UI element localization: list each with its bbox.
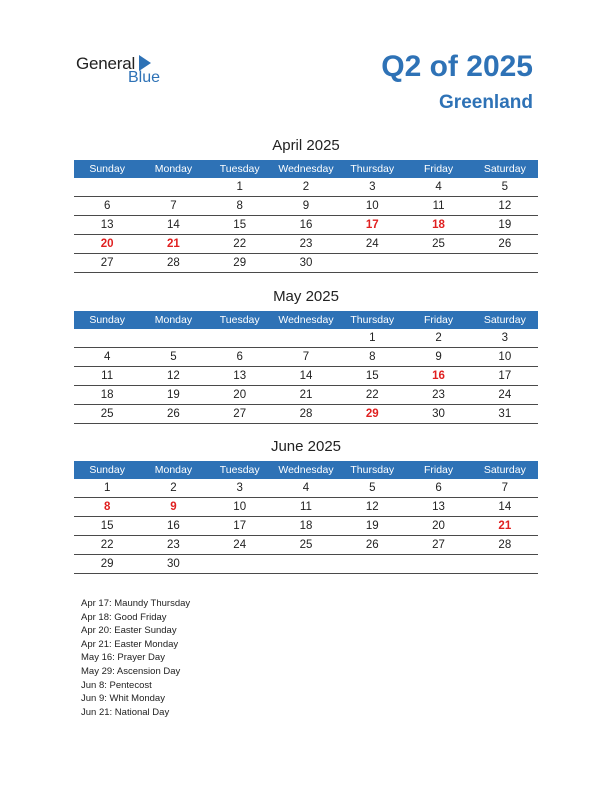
day-cell: 8	[369, 351, 376, 363]
day-cell: 6	[103, 200, 111, 212]
day-cell: 28	[167, 257, 180, 269]
day-cell: 11	[101, 370, 114, 382]
day-cell: 15	[365, 370, 379, 382]
day-cell: 29	[233, 257, 247, 269]
day-cell: 22	[365, 389, 379, 401]
day-cell: 2	[302, 181, 310, 193]
day-cell: 20	[233, 389, 247, 401]
weekday-label: Wednesday	[278, 314, 334, 326]
day-cell: 11	[300, 501, 312, 513]
day-cell: 8	[103, 501, 111, 513]
day-cell: 1	[103, 482, 111, 494]
day-cell: 25	[100, 408, 114, 420]
weekday-label: Thursday	[350, 464, 395, 476]
day-cell: 14	[498, 501, 512, 513]
day-cell: 19	[365, 520, 379, 532]
weekday-header	[74, 160, 538, 178]
holiday-item: Jun 8: Pentecost	[81, 679, 152, 691]
day-cell: 27	[100, 257, 114, 269]
week-row	[74, 367, 538, 386]
day-cell	[273, 555, 339, 573]
day-cell: 27	[432, 539, 445, 551]
day-cell	[405, 555, 471, 573]
day-cell: 14	[167, 219, 180, 231]
day-cell	[472, 555, 538, 573]
day-cell	[207, 329, 273, 347]
day-cell: 28	[498, 539, 512, 551]
day-cell: 30	[299, 257, 313, 269]
day-cell: 11	[432, 200, 445, 212]
day-cell: 18	[432, 219, 445, 231]
country-name: Greenland	[439, 92, 533, 113]
week-row	[74, 178, 538, 197]
day-cell: 7	[501, 482, 509, 494]
week-row	[74, 254, 538, 273]
week-row	[74, 517, 538, 536]
weekday-label: Friday	[423, 314, 454, 326]
weekday-label: Monday	[154, 464, 193, 476]
logo-general-text: General	[76, 54, 136, 73]
week-row	[74, 216, 538, 235]
weekday-label: Saturday	[483, 464, 526, 476]
day-cell	[273, 329, 339, 347]
day-cell: 16	[299, 219, 313, 231]
weekday-label: Friday	[423, 163, 454, 175]
day-cell: 10	[365, 200, 379, 212]
day-cell: 9	[302, 200, 310, 212]
day-cell: 23	[432, 389, 445, 401]
weekday-label: Wednesday	[278, 464, 334, 476]
day-cell	[74, 178, 140, 196]
month-title: June 2025	[270, 438, 342, 455]
weekday-label: Sunday	[89, 464, 125, 476]
weekday-label: Thursday	[350, 314, 395, 326]
day-cell: 14	[299, 370, 313, 382]
day-cell: 24	[365, 238, 379, 250]
day-cell: 20	[100, 238, 114, 250]
day-cell: 13	[233, 370, 247, 382]
holiday-item: Apr 17: Maundy Thursday	[81, 598, 191, 609]
day-cell: 15	[100, 520, 114, 532]
holiday-item: Jun 21: National Day	[81, 706, 170, 718]
day-cell: 2	[435, 332, 442, 344]
day-cell: 12	[365, 501, 379, 513]
day-cell: 23	[299, 238, 313, 250]
day-cell	[339, 254, 405, 272]
day-cell: 30	[432, 408, 445, 420]
day-cell: 12	[498, 200, 512, 212]
week-row	[74, 498, 538, 517]
week-row	[74, 386, 538, 405]
day-cell: 17	[233, 520, 247, 532]
day-cell: 19	[167, 389, 180, 401]
day-cell: 17	[498, 370, 512, 382]
holiday-item: Apr 21: Easter Monday	[81, 638, 179, 650]
day-cell: 30	[167, 558, 180, 570]
day-cell: 26	[498, 238, 512, 250]
week-row	[74, 235, 538, 254]
holiday-list	[81, 597, 190, 719]
holiday-item: Apr 20: Easter Sunday	[81, 625, 177, 637]
day-cell: 5	[501, 181, 509, 193]
day-cell: 28	[299, 408, 313, 420]
day-cell: 7	[170, 200, 177, 212]
day-cell: 13	[100, 219, 114, 231]
day-cell	[74, 329, 140, 347]
day-cell	[405, 254, 471, 272]
day-cell: 22	[100, 539, 114, 551]
weekday-label: Sunday	[89, 314, 125, 326]
day-cell: 18	[100, 389, 114, 401]
day-cell	[472, 254, 538, 272]
weekday-label: Tuesday	[219, 163, 260, 175]
day-cell: 25	[299, 539, 313, 551]
day-cell: 27	[233, 408, 247, 420]
logo-blue-text: Blue	[128, 69, 161, 86]
weekday-label: Wednesday	[278, 163, 334, 175]
week-row	[74, 536, 538, 555]
day-cell: 4	[302, 482, 310, 494]
day-cell: 3	[369, 181, 376, 193]
weekday-label: Friday	[423, 464, 454, 476]
day-cell: 9	[435, 351, 442, 363]
day-cell: 9	[170, 501, 177, 513]
month-calendar	[74, 437, 538, 574]
day-cell: 10	[233, 501, 247, 513]
day-cell	[339, 555, 405, 573]
day-cell: 1	[369, 332, 376, 344]
holiday-item: May 29: Ascension Day	[81, 665, 181, 677]
day-cell: 17	[365, 219, 379, 231]
weekday-label: Monday	[154, 163, 193, 175]
weekday-label: Sunday	[89, 163, 125, 175]
weekday-label: Saturday	[483, 314, 526, 326]
day-cell: 7	[302, 351, 310, 363]
day-cell: 10	[498, 351, 512, 363]
day-cell: 24	[233, 539, 247, 551]
day-cell: 4	[103, 351, 111, 363]
holiday-item: Apr 18: Good Friday	[81, 611, 167, 623]
day-cell: 26	[167, 408, 180, 420]
day-cell: 6	[435, 482, 442, 494]
day-cell	[140, 178, 206, 196]
week-row	[74, 197, 538, 216]
day-cell: 2	[170, 482, 177, 494]
weekday-label: Tuesday	[219, 464, 260, 476]
page-title: Q2 of 2025	[381, 50, 533, 83]
week-row	[74, 348, 538, 367]
weekday-label: Tuesday	[219, 314, 260, 326]
day-cell: 29	[365, 408, 379, 420]
day-cell: 1	[236, 181, 243, 193]
day-cell: 16	[167, 520, 180, 532]
week-row	[74, 329, 538, 348]
day-cell: 6	[236, 351, 243, 363]
day-cell: 8	[236, 200, 243, 212]
day-cell: 3	[501, 332, 509, 344]
month-calendar	[74, 136, 538, 273]
day-cell: 19	[498, 219, 512, 231]
day-cell: 20	[432, 520, 445, 532]
day-cell: 13	[432, 501, 445, 513]
logo	[76, 54, 186, 88]
weekday-header	[74, 311, 538, 329]
holiday-item: Jun 9: Whit Monday	[81, 693, 165, 705]
month-title: May 2025	[273, 288, 339, 305]
weekday-label: Thursday	[350, 163, 395, 175]
day-cell: 15	[233, 219, 247, 231]
weekday-label: Monday	[154, 314, 193, 326]
month-calendar	[74, 287, 538, 424]
day-cell: 21	[498, 520, 512, 532]
weekday-label: Saturday	[483, 163, 526, 175]
day-cell: 22	[233, 238, 247, 250]
day-cell	[207, 555, 273, 573]
day-cell: 4	[435, 181, 442, 193]
day-cell: 26	[365, 539, 379, 551]
day-cell: 16	[432, 370, 445, 382]
day-cell: 21	[167, 238, 180, 250]
day-cell: 5	[369, 482, 376, 494]
month-title: April 2025	[272, 137, 340, 154]
holiday-item: May 16: Prayer Day	[81, 652, 165, 664]
day-cell: 24	[498, 389, 512, 401]
day-cell: 12	[167, 370, 180, 382]
day-cell: 25	[432, 238, 445, 250]
week-row	[74, 479, 538, 498]
day-cell: 31	[498, 408, 512, 420]
day-cell: 5	[170, 351, 177, 363]
day-cell: 18	[299, 520, 313, 532]
weekday-header	[74, 461, 538, 479]
day-cell	[140, 329, 206, 347]
day-cell: 23	[167, 539, 180, 551]
day-cell: 3	[236, 482, 243, 494]
week-row	[74, 405, 538, 424]
day-cell: 21	[299, 389, 313, 401]
day-cell: 29	[100, 558, 114, 570]
week-row	[74, 555, 538, 574]
